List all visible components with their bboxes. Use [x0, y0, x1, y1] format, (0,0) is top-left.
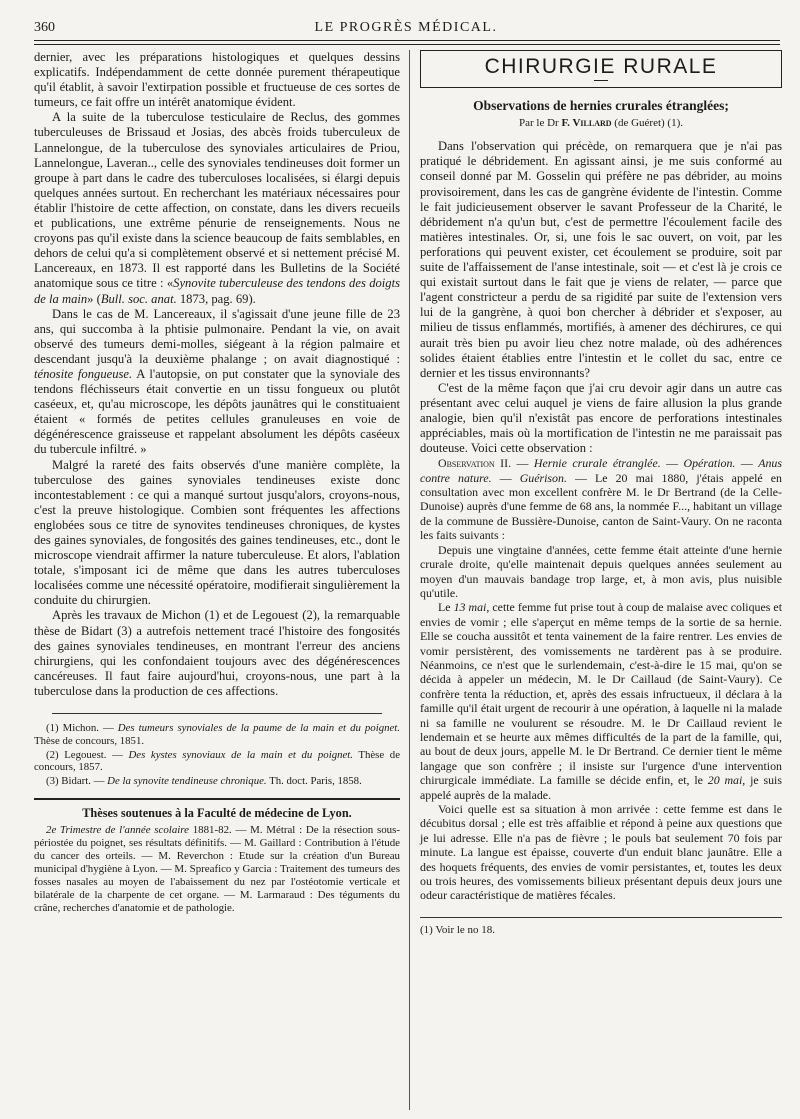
- section-dash: [594, 80, 608, 81]
- right-paragraph-5: Voici quelle est sa situation à mon arrivée : cette femme est dans le décubitus dorsal ; elle est très affaiblie et répond à peine aux questions que je lui adresse. Elle n'a pas de fièvre ; le pouls bat seulement 70 fois par minute. La langue est épaisse, couverte d'un enduit blanc jaunâtre. Elle a des hoquets fréquents, des envies de vomir persistantes, et, toutes les deux ou trois heures, des vomissements bilieux présentant depuis deux jours une odeur caractéristique de matières fécales.: [420, 802, 782, 903]
- right-paragraph-2: C'est de la même façon que j'ai cru devoir agir dans un autre cas présentant avec celui auquel je viens de faire allusion la plus grande analogie, bien qu'il n'existât pas encore de perforations intestinales appréciables, mais où la mortification de l'intestin ne me paraissait pas douteuse. Voici cette observation :: [420, 380, 782, 456]
- column-divider: [409, 50, 410, 1110]
- section-title: CHIRURGIE RURALE: [484, 55, 718, 78]
- byline: Par le Dr F. Villard (de Guéret) (1).: [518, 117, 683, 130]
- footnote-2: (2) Legouest. — Des kystes synoviaux de la main et du poignet. Thèse de concours, 1857.: [34, 748, 400, 774]
- article-title: Observations de hernies crurales étranglées;: [473, 98, 729, 114]
- theses-rule: [34, 798, 400, 800]
- page-header: [34, 20, 778, 42]
- header-rule: [34, 40, 780, 45]
- page-number: 360: [34, 20, 55, 35]
- journal-title: LE PROGRÈS MÉDICAL.: [314, 20, 498, 35]
- theses-heading: Thèses soutenues à la Faculté de médecine de Lyon.: [82, 806, 352, 821]
- left-paragraph-1: dernier, avec les préparations histologiques et quelques dessins explicatifs. Indépendamment de cette donnée purement thérapeutique qu'il établit, à savoir l'extirpation possible et fructueuse de ces sortes de tumeurs, ce fait offre un intérêt anatomique évident.: [34, 50, 400, 110]
- left-column: [34, 50, 400, 914]
- footnote-1: (1) Michon. — Des tumeurs synoviales de la paume de la main et du poignet. Thèse de concours, 1851.: [34, 722, 400, 747]
- footnote-3: (3) Bidart. — De la synovite tendineuse chronique. Th. doct. Paris, 1858.: [46, 775, 362, 788]
- right-paragraph-3: Depuis une vingtaine d'années, cette femme était atteinte d'une hernie crurale droite, qu'elle maintenait depuis quelques années seulement au moyen d'un mauvais bandage trop large, et, à mon avis, plus nuisible qu'utile.: [420, 542, 782, 600]
- left-paragraph-5: Après les travaux de Michon (1) et de Legouest (2), la remarquable thèse de Bidart (3) a autrefois nettement tracé l'histoire des fongosités des gaines synoviales tendineuses, en montrant l'erreur des anciens chirurgiens, qui les confondaient toujours avec des dégénérescences cancéreuses. Il faut faire aujourd'hui, croyons-nous, une part à la tuberculose dans la production de ces affections.: [34, 608, 400, 698]
- right-paragraph-4: Le 13 mai, cette femme fut prise tout à coup de malaise avec coliques et envies de vomir ; elle s'aperçut en même temps de la sortie de sa hernie. Elle se coucha aussitôt et tenta vainement de la faire rentrer. Les envies de vomir persistèrent, des vomissements ne tardèrent pas à se produire. Néanmoins, ce n'est que le surlendemain, c'est-à-dire le 15 mai, qu'on se décida à appeler un médecin, M. le Dr Caillaud (de Saint-Vaury). Ce confrère tenta la réduction, et, après des essais infructueux, il déclara à la famille qu'il était urgent de recourir à une opération, à laquelle ni la malade ni sa famille ne voulurent se résoudre. M. le Dr Caillaud revient le lendemain et se heurte aux mêmes difficultés de la part de la famille, qui, au bout de deux jours, appelle M. le Dr Bertrand. Ce dernier tient le même langage que son confrère ; il insiste sur l'urgence d'une intervention chirurgicale immédiate. La famille se décide enfin, et, le 20 mai, je suis appelé auprès de la malade.: [420, 600, 783, 802]
- footnote-separator: [52, 713, 382, 714]
- right-footnote-separator: [420, 917, 782, 918]
- left-paragraph-4: Malgré la rareté des faits observés d'une manière complète, la tuberculose des gaines synoviales tendineuses existe donc incontestablement : ce qui a manqué surtout jusqu'alors, croyons-nous, c'est la preuve histologique. Combien sont fréquentes les affections englobées sous ce titre de synovites tendineuses chroniques, de kystes des gaines synoviales, de fongosités des gaines tendineuses, etc., dont le microscope viendrait affirmer la nature tuberculeuse. Et alors, l'ablation totale, s'imposant ici de même que dans les autres tuberculoses localisées comme une nécessité opératoire, modifierait singulièrement la conduite du chirurgien.: [34, 457, 400, 608]
- theses-list: 2e Trimestre de l'année scolaire 1881-82. — M. Métral : De la résection sous-périostée du poignet, ses résultats définitifs. — M. Gaillard : Contribution à l'étude du cancer des orteils. — M. Reverchon : Etude sur la création d'un Bureau municipal d'hygiène à Lyon. — M. Spreafico y Garcia : Traitement des tumeurs des fosses nasales au moyen de l'abaissement du nez par l'ostéotomie verticale et bilatérale de la charpente de cet organe. — M. Larmaraud : Des téguments du crâne, recherches d'anatomie et de pathologie.: [34, 824, 400, 914]
- section-box: [420, 50, 782, 88]
- right-footnote: (1) Voir le no 18.: [420, 923, 496, 936]
- left-paragraph-3: Dans le cas de M. Lancereaux, il s'agissait d'une jeune fille de 23 ans, qui succomba à la phtisie pulmonaire. Pendant la vie, on avait observé des tumeurs demi-molles, siégeant à la région palmaire et descendant jusqu'à la deuxième phalange ; on avait diagnostiqué : ténosite fongueuse. A l'autopsie, on put constater que la synoviale des tendons fléchisseurs était convertie en un tissu fongueux ou plutôt caséeux, et, qu'au microscope, les dépôts jaunâtres qui le constituaient étaient « formés de petites cellules granuleuses en voie de dégénérescence graisseuse et rappelant absolument les dépôts caséeux du tubercule infiltré. »: [34, 306, 400, 457]
- left-paragraph-2: A la suite de la tuberculose testiculaire de Reclus, des gommes tuberculeuses de Brissaud et Josias, des abcès froids tuberculeux de Lannelongue, de la tuberculose des synoviales articulaires de Priou, Lannelongue, Laveran.., celle des synoviales tendineuses doit former un groupe à part dans le cadre des tuberculoses localisées, si élargi depuis quelques années surtout. En recherchant les matériaux nécessaires pour établir l'histoire de cette affection, on constate, dans les divers recueils et publications, une extrême pénurie de renseignements. Nous ne croyons pas qu'il existe dans la science beaucoup de faits semblables, en dehors de celui qu'a si complètement observé et si nettement précisé M. Lancereaux, en 1873. Il est rapporté dans les Bulletins de la Société anatomique sous ce titre : «Synovite tuberculeuse des tendons des doigts de la main» (Bull. soc. anat. 1873, pag. 69).: [34, 110, 400, 306]
- right-paragraph-1: Dans l'observation qui précède, on remarquera que je n'ai pas pratiqué le débridement. En agissant ainsi, je me suis conformé au conseil donné par M. Gosselin qui préfère ne pas débrider, au moins provisoirement, dans les cas de gangrène évidente de l'intestin. Comme le fait judicieusement observer le savant Professeur de la Charité, le débridement n'a qu'un but, c'est de permettre l'écoulement facile des matières intestinales. Or, si, une fois le sac ouvert, on voit, par les perforations qui peuvent exister, cet écoulement se produire, soit par suite de l'affaissement de l'anse intestinale, soit — et c'est là je crois ce qui existait surtout dans le fait que je viens de relater, — parce que l'agent constricteur a perdu de sa rigidité par suite de l'extension vers lui de la gangrène, à quoi bon chercher à débrider et s'exposer, au milieu de tissus enflammés, mortifiés, à amener des déchirures, ce qui aurait très bien pu avoir lieu chez notre malade, où des adhérences solides étaient établies entre l'intestin et le collet du sac, entre ce dernier et les tissus environnants?: [420, 139, 782, 380]
- observation-heading: Observation II. — Hernie crurale étranglée. — Opération. — Anus contre nature. — Guérison. — Le 20 mai 1880, j'étais appelé en consultation avec mon excellent confrère M. le Dr Bertrand (de la Celle-Dunoise) auprès d'une femme de 68 ans, la nommée F..., habitant un village de la commune de Bussière-Dunoise, canton de Saint-Vaury. On ne raconta les faits suivants :: [420, 456, 783, 543]
- right-column: [420, 50, 782, 938]
